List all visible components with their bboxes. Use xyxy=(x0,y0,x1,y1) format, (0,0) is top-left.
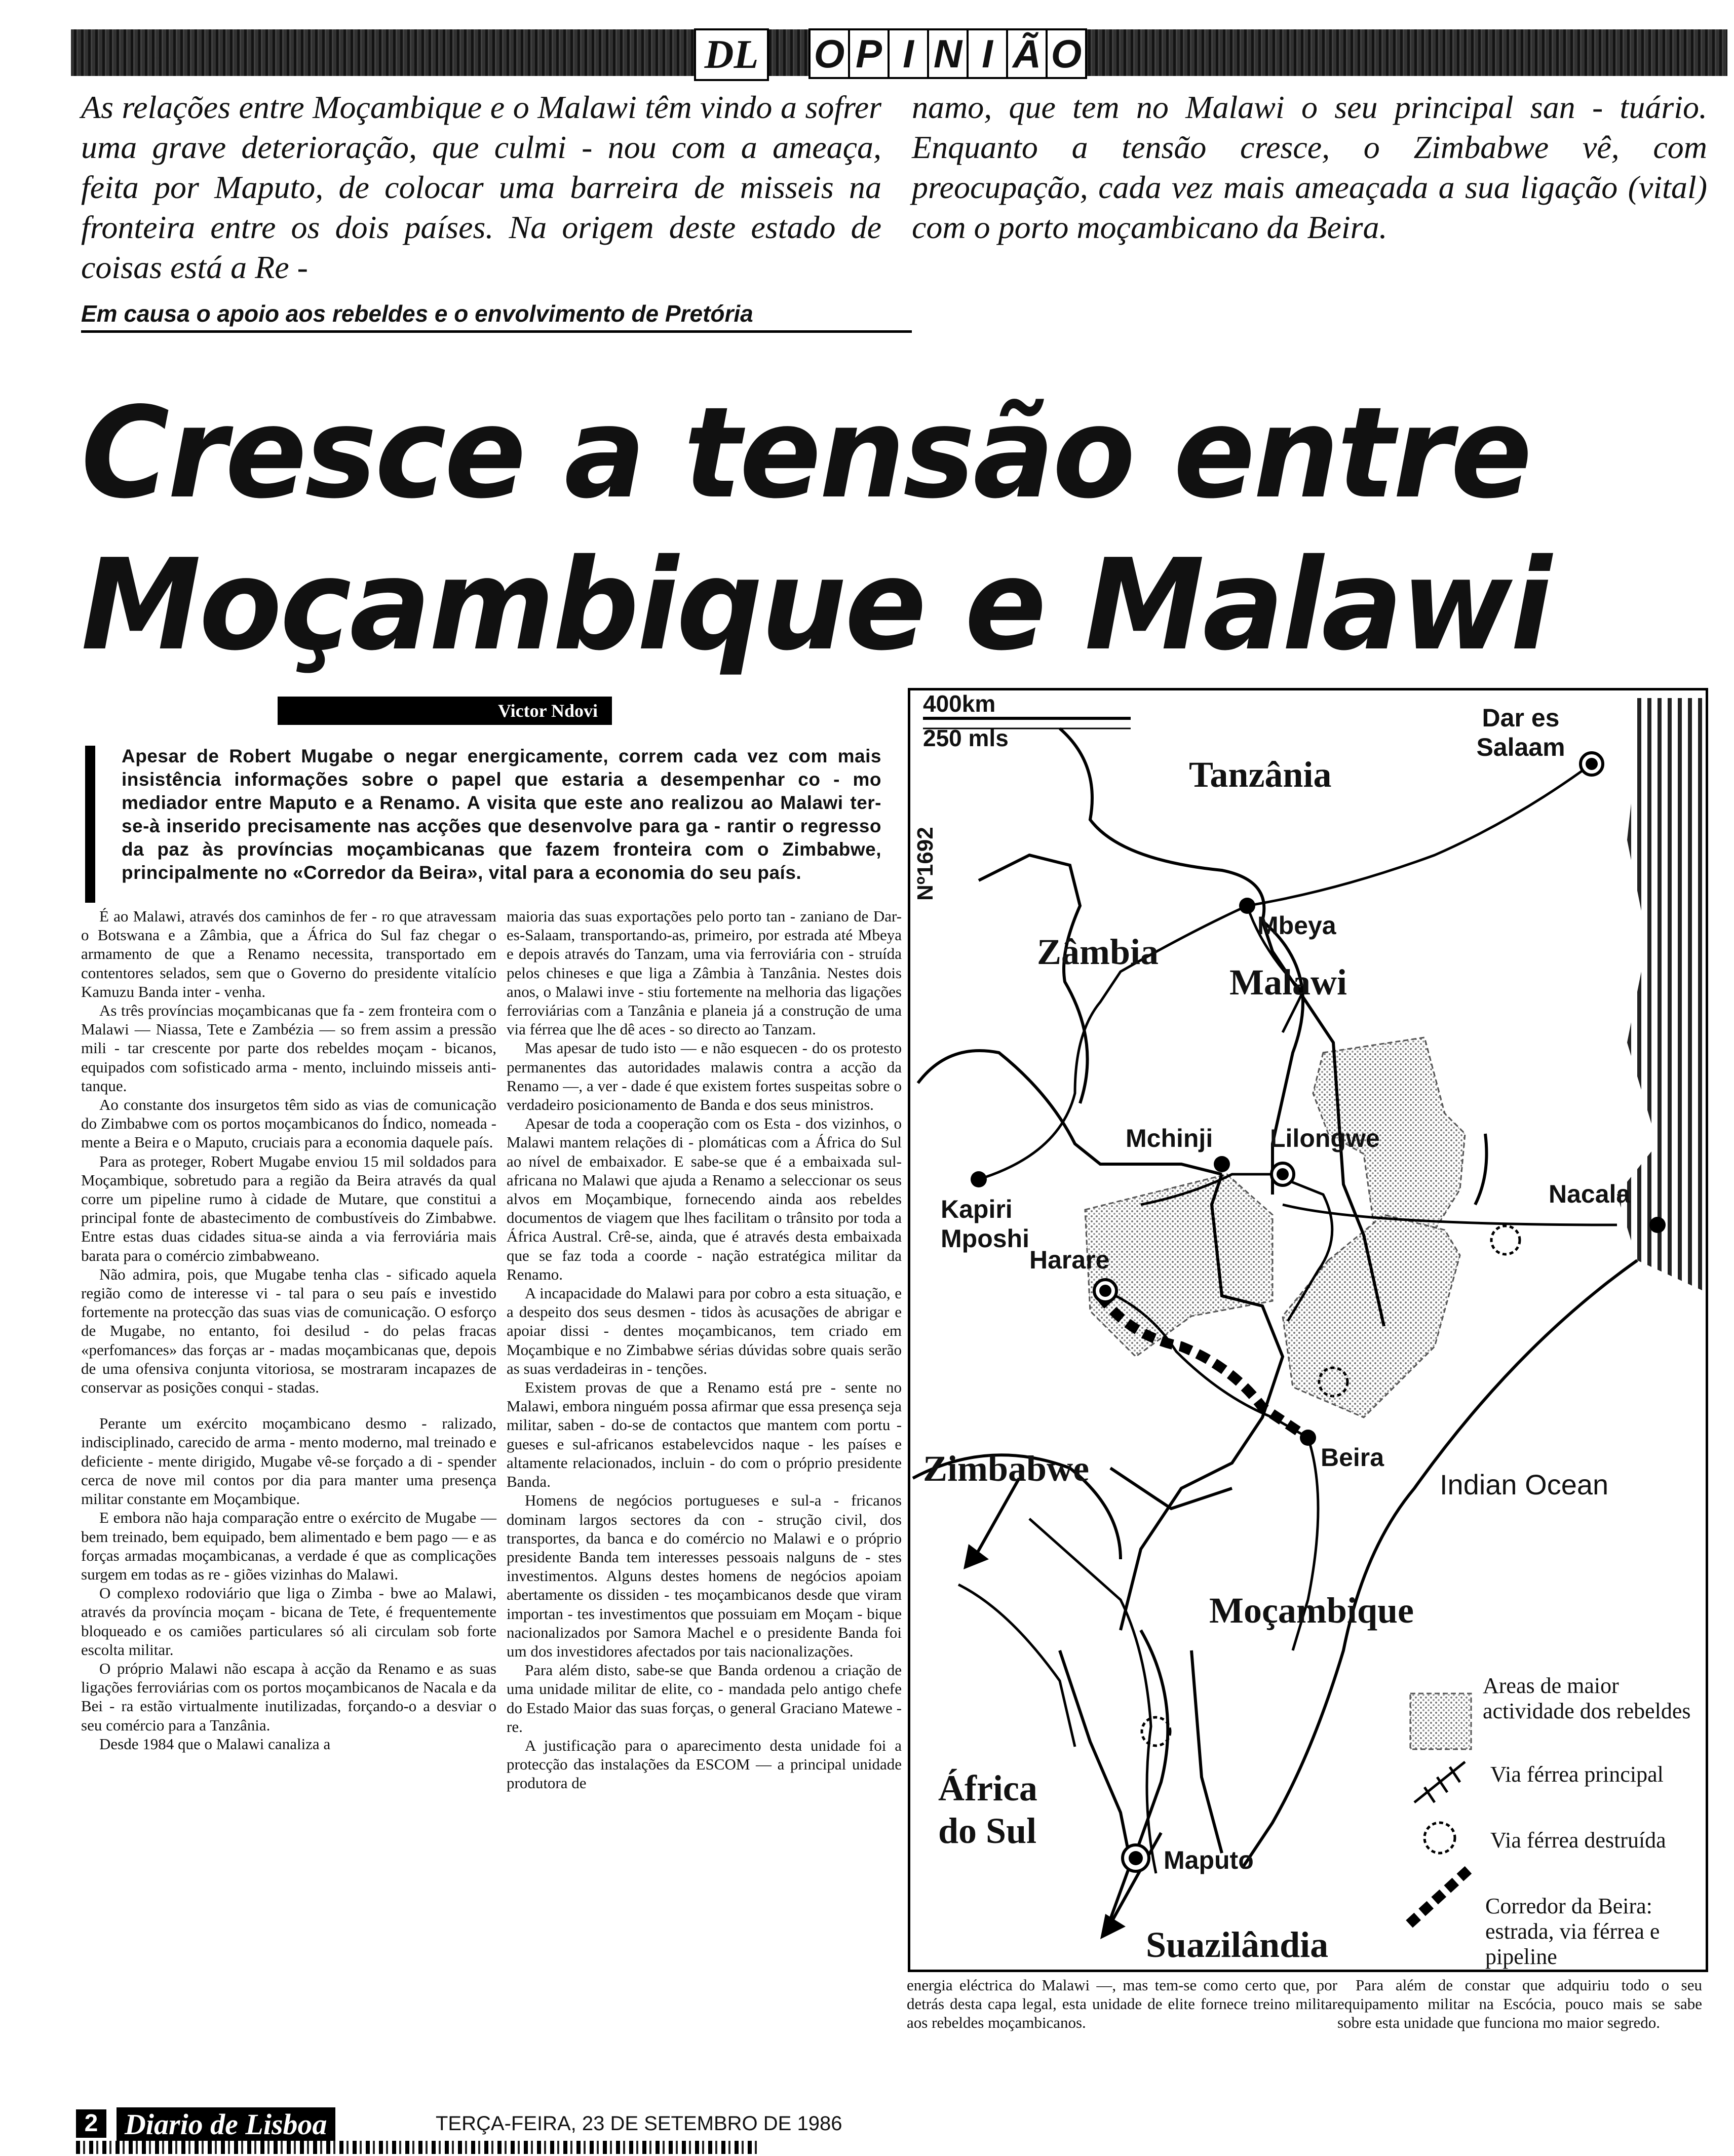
paragraph: Ao constante dos insurgetos têm sido as vias de comunicação do Zimbabwe com os portos moçambicanos do Índico, nomeada - mente a Beira e o Maputo, cruciais para a economia daquele país. xyxy=(81,1096,496,1151)
article-column-4 xyxy=(1337,1976,1702,2032)
paragraph: É ao Malawi, através dos caminhos de fer - ro que atravessam o Botswana e a Zâmbia, que a África do Sul faz chegar o armamento de que a Renamo necessita, transportado em contentores selados, sem que o Governo do presidente vitalício Kamuzu Banda inter - venha. xyxy=(81,907,496,1000)
section-letter: Ã xyxy=(1006,28,1048,79)
paragraph: As três províncias moçambicanas que fa - zem fronteira com o Malawi — Niassa, Tete e Zambézia — so frem assim a pressão mili - tar crescente por parte dos rebeldes moçam - bicanos, equipados com sofisticado arma - mento, incluindo misseis anti-tanque. xyxy=(81,1002,496,1095)
label-zambia: Zâmbia xyxy=(1037,932,1159,972)
paragraph: energia eléctrica do Malawi —, mas tem-se como certo que, por detrás desta capa legal, esta unidade de elite fornece treino militar aos rebeldes moçambicanos. xyxy=(907,1976,1337,2032)
kicker: Em causa o apoio aos rebeldes e o envolvimento de Pretória xyxy=(81,300,912,333)
paragraph: Para além de constar que adquiriu todo o seu equipamento militar na Escócia, pouco mais se sabe sobre esta unidade que funciona mo maior segredo. xyxy=(1337,1976,1702,2032)
section-letter: O xyxy=(1046,28,1087,79)
legend-main-railway: Via férrea principal xyxy=(1490,1762,1664,1787)
paragraph: maioria das suas exportações pelo porto tan - zaniano de Dar-es-Salaam, transportando-as, primeiro, por estrada até Mbeya e depois através do Tanzam, uma via ferroviária con - struída pelos chineses e que liga a Zâmbia à Tanzânia. Nestes dois anos, o Malawi inve - stiu fortemente na melhoria das ligações ferroviárias com a Tanzânia e planeia já a construção de uma via férrea que lhe dê aces - so directo ao Tanzam. xyxy=(507,907,902,1038)
map-credit: Nº1692 xyxy=(913,827,938,901)
legend-destroyed-railway: Via férrea destruída xyxy=(1490,1828,1666,1853)
paragraph: Mas apesar de tudo isto — e não esquecen - do os protesto permanentes das autoridades malawis contra a acção da Renamo —, a ver - dade é que existem fortes suspeitas sobre o verdadeiro posicionamento de Banda e dos seus ministros. xyxy=(507,1039,902,1114)
scale-miles: 250 mls xyxy=(923,725,1009,751)
paragraph: E embora não haja comparação entre o exército de Mugabe —bem treinado, bem equipado, bem alimentado e bem pago — e as forças armadas moçambicanas, a verdade é que as complicações surgem em todas as re - giões vizinhas do Malawi. xyxy=(81,1509,496,1583)
section-letter: N xyxy=(927,28,969,79)
label-mozambique: Moçambique xyxy=(1209,1590,1414,1631)
paragraph: Para as proteger, Robert Mugabe enviou 15 mil soldados para Moçambique, sobretudo para a região da Beira através da qual corre um pipeline rumo à cidade de Mutare, que constitui a principal fonte de abastecimento de combustíveis do Zimbabwe. Entre estas duas cidades situa-se ainda a via ferroviária mais barata para o comércio zimbabweano. xyxy=(81,1152,496,1264)
headline-line-1: Cresce a tensão entre xyxy=(81,380,1530,526)
scale-km: 400km xyxy=(923,690,996,717)
paragraph: O próprio Malawi não escapa à acção da Renamo e as suas ligações ferroviárias com os portos moçambicanos de Nacala e da Bei - ra estão virtualmente inutilizadas, forçando-o a desviar o seu comércio para a Tanzânia. xyxy=(81,1659,496,1734)
section-letter: O xyxy=(808,28,850,79)
paragraph: Existem provas de que a Renamo está pre - sente no Malawi, embora ninguém possa afirmar que essa presença seja militar, saben - do-se de contactos que mantem com portu - gueses e sul-africanos estabelevcidos naque - les países e altamente relacionados, incluin - do com o próprio presidente Banda. xyxy=(507,1378,902,1491)
section-letter: P xyxy=(848,28,890,79)
byline: Victor Ndovi xyxy=(278,697,612,725)
legend-beira-corridor: Corredor da Beira: estrada, via férrea e pipeline xyxy=(1485,1894,1660,1969)
label-dar-es-salaam: Dar es Salaam xyxy=(1476,704,1565,761)
article-column-3 xyxy=(907,1976,1337,2032)
label-maputo: Maputo xyxy=(1164,1846,1254,1874)
label-beira: Beira xyxy=(1321,1443,1384,1472)
regional-map xyxy=(908,688,1708,1972)
paragraph: O complexo rodoviário que liga o Zimba - bwe ao Malawi, através da província moçam - bicana de Tete, é frequentemente bloqueado e os camiões particulares só ali circulam sob forte escolta militar. xyxy=(81,1584,496,1659)
issue-date: TERÇA-FEIRA, 23 DE SETEMBRO DE 1986 xyxy=(436,2112,842,2135)
paragraph: Apesar de toda a cooperação com os Esta - dos vizinhos, o Malawi mantem relações di - plomáticas com a África do Sul ao nível de embaixador. E sabe-se que é a embaixada sul-africana no Malawi que ajuda a Renamo a seleccionar os seus alvos em Moçambique, fornecendo ainda aos rebeldes documentos de viagem que lhes facilitam o trânsito por toda a África Austral. Crê-se, ainda, que é através desta embaixada que se faz toda a coorde - nação estratégica militar da Renamo. xyxy=(507,1114,902,1283)
paragraph: Não admira, pois, que Mugabe tenha clas - sificado aquela região como de interesse vi - tal para o seu país e investido fortemente na protecção das suas vias de comunicação. O esforço de Mugabe, no entanto, foi desilud - do pelas fracas «perfomances» das forças ar - madas moçambicanas que, depois de uma ofensiva conjunta vitoriosa, se mostraram incapazes de conservar as posições conqui - stadas. xyxy=(81,1265,496,1397)
label-lilongwe: Lilongwe xyxy=(1270,1124,1380,1152)
paper-name: Diario de Lisboa xyxy=(117,2107,335,2141)
article-column-1 xyxy=(81,907,496,1753)
paragraph: Desde 1984 que o Malawi canaliza a xyxy=(99,1735,331,1753)
label-harare: Harare xyxy=(1029,1246,1110,1274)
article-column-2 xyxy=(507,907,902,1793)
section-letter: I xyxy=(888,28,929,79)
paragraph: A justificação para o aparecimento desta unidade foi a protecção das instalações da ESCOM — a principal unidade produtora de xyxy=(507,1736,902,1792)
paragraph: A incapacidade do Malawi para por cobro a esta situação, e a despeito dos seus desmen - tidos às acusações de abrigar e apoiar dissi - dentes moçambicanos, tem criado em Moçambique e no Zimbabwe sérias dúvidas sobre quais serão as suas verdadeiras in - tenções. xyxy=(507,1284,902,1377)
label-mchinji: Mchinji xyxy=(1126,1124,1213,1152)
shaded-area-icon xyxy=(1410,1693,1471,1749)
headline-line-2: Moçambique e Malawi xyxy=(81,532,1550,678)
lede-right: namo, que tem no Malawi o seu principal san - tuário. Enquanto a tensão cresce, o Zimbabwe vê, com preocupação, cada vez mais ameaçada a sua ligação (vital) com o porto moçambicano da Beira. xyxy=(912,89,1707,245)
newspaper-logo: DL xyxy=(694,28,769,81)
label-south-africa: África do Sul xyxy=(938,1768,1037,1851)
footer-texture xyxy=(76,2141,760,2154)
legend-rebel-areas: Areas de maior actividade dos rebeldes xyxy=(1483,1673,1691,1723)
intro-rule xyxy=(85,746,95,903)
intro-paragraph: Apesar de Robert Mugabe o negar energicamente, correm cada vez com mais insistência informações sobre o papel que estaria a desempenhar co - mo mediador entre Maputo e a Renamo. A visita que este ano realizou ao Malawi ter-se-à inserido precisamente nas acções que desenvolve para ga - rantir o regresso da paz às províncias moçambicanas que fazem fronteira com o Zimbabwe, principalmente no «Corredor da Beira», vital para a economia do seu país. xyxy=(122,746,881,883)
paragraph: Perante um exército moçambicano desmo - ralizado, indisciplinado, carecido de arma - mento moderno, mal treinado e deficiente - mente dirigido, Mugabe vê-se forçado a di - spender cerca de nove mil contos por dia para manter uma presença militar constante em Moçambique. xyxy=(81,1414,496,1508)
section-letter: I xyxy=(967,28,1008,79)
label-mbeya: Mbeya xyxy=(1257,911,1336,940)
label-malawi: Malawi xyxy=(1229,962,1347,1003)
paragraph: Para além disto, sabe-se que Banda ordenou a criação de uma unidade militar de elite, co - mandada pelo antigo chefe do Estado Maior das suas forças, o general Graciano Matewe - re. xyxy=(507,1661,902,1736)
label-indian-ocean: Indian Ocean xyxy=(1440,1469,1609,1500)
label-nacala: Nacala xyxy=(1549,1180,1631,1208)
label-kapiri-mposhi: Kapiri Mposhi xyxy=(941,1195,1029,1253)
label-zimbabwe: Zimbabwe xyxy=(923,1448,1090,1489)
label-tanzania: Tanzânia xyxy=(1189,754,1332,795)
label-swaziland: Suazilândia xyxy=(1146,1924,1329,1965)
page-number: 2 xyxy=(76,2109,106,2138)
lede-left: As relações entre Moçambique e o Malawi têm vindo a sofrer uma grave deterioração, que culmi - nou com a ameaça, feita por Maputo, de colocar uma barreira de misseis na fronteira entre os dois países. Na origem deste estado de coisas está a Re - xyxy=(81,89,881,285)
paragraph: Homens de negócios portugueses e sul-a - fricanos dominam largos sectores da con - strução civil, dos transportes, da banca e do comércio no Malawi e o próprio presidente Banda tem interesses pessoais nalguns de - stes investimentos. Alguns destes homens de negócios apoiam abertamente os dissiden - tes moçambicanos desde que viram importan - tes investimentos que possuiam em Moçam - bique nacionalizados por Samora Machel e o presidente Banda foi um dos investidores afectados por tais nacionalizações. xyxy=(507,1491,902,1660)
section-title xyxy=(811,28,1087,77)
